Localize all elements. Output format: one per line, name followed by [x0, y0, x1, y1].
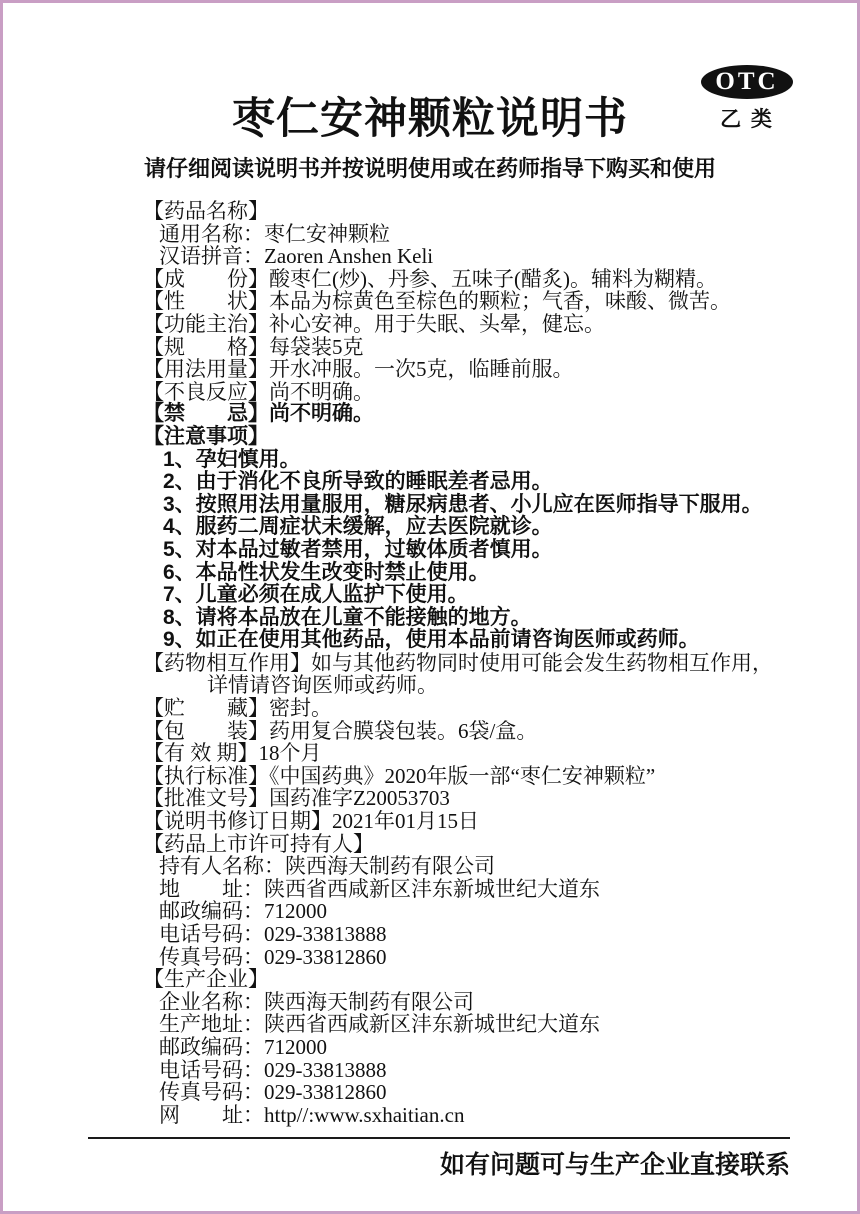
leaflet-line: 【药物相互作用】如与其他药物同时使用可能会发生药物相互作用，: [143, 650, 773, 675]
leaflet-line: 2、由于消化不良所导致的睡眠差者忌用。: [163, 470, 553, 494]
leaflet-line: 【药品名称】: [143, 199, 269, 223]
leaflet-line: 【有 效 期】18个月: [143, 741, 322, 766]
page-subtitle: 请仔细阅读说明书并按说明使用或在药师指导下购买和使用: [143, 156, 716, 181]
leaflet-line: 1、孕妇慎用。: [163, 447, 301, 471]
leaflet-line: 3、按照用法用量服用，糖尿病患者、小儿应在医师指导下服用。: [163, 492, 763, 516]
leaflet-line: 企业名称：陕西海天制药有限公司: [159, 989, 474, 1014]
leaflet-line: 【批准文号】国药准字Z20053703: [143, 786, 450, 811]
leaflet-line: 汉语拼音：Zaoren Anshen Keli: [159, 244, 434, 269]
leaflet-line: 【规 格】每袋装5克: [143, 334, 364, 359]
leaflet-line: 【禁 忌】尚不明确。: [143, 402, 374, 426]
leaflet-line: 【药品上市许可持有人】: [143, 831, 374, 856]
leaflet-line: 9、如正在使用其他药品，使用本品前请咨询医师或药师。: [163, 628, 700, 652]
leaflet-line: 【性 状】本品为棕黄色至棕色的颗粒；气香，味酸、微苦。: [143, 289, 731, 314]
leaflet-line: 【贮 藏】密封。: [143, 696, 332, 721]
leaflet-line: 传真号码：029-33812860: [159, 944, 387, 969]
leaflet-line: 邮政编码：712000: [159, 1034, 327, 1059]
leaflet-line: 【用法用量】开水冲服。一次5克，临睡前服。: [143, 357, 574, 382]
leaflet-line: 电话号码：029-33813888: [159, 922, 387, 946]
leaflet-line: 8、请将本品放在儿童不能接触的地方。: [163, 605, 532, 629]
leaflet-line: 【生产企业】: [143, 967, 269, 992]
leaflet-line: 【包 装】药用复合膜袋包装。6袋/盒。: [143, 718, 538, 743]
leaflet-line: 6、本品性状发生改变时禁止使用。: [163, 560, 490, 584]
leaflet-line: 【功能主治】补心安神。用于失眠、头晕，健忘。: [143, 311, 605, 336]
leaflet-line: 电话号码：029-33813888: [159, 1057, 387, 1082]
leaflet-line: 持有人名称：陕西海天制药有限公司: [159, 854, 495, 879]
leaflet-line: 网 址：http//:www.sxhaitian.cn: [159, 1102, 465, 1127]
leaflet-line: 【不良反应】尚不明确。: [143, 379, 374, 404]
leaflet-line: 【说明书修订日期】2021年01月15日: [143, 809, 479, 834]
otc-ellipse-icon: OTC: [701, 65, 793, 99]
leaflet-line: 邮政编码：712000: [159, 899, 327, 924]
leaflet-line: 生产地址：陕西省西咸新区沣东新城世纪大道东: [159, 1012, 600, 1037]
footer-note: 如有问题可与生产企业直接联系: [439, 1151, 790, 1179]
leaflet-line: 通用名称：枣仁安神颗粒: [159, 221, 390, 246]
leaflet-line: 5、对本品过敏者禁用，过敏体质者慎用。: [163, 537, 553, 561]
leaflet-line: 7、儿童必须在成人监护下使用。: [163, 583, 469, 607]
page-title: 枣仁安神颗粒说明书: [232, 95, 628, 143]
leaflet-line: 【执行标准】《中国药典》2020年版一部“枣仁安神颗粒”: [143, 763, 656, 788]
leaflet-line: 【注意事项】: [143, 424, 269, 448]
footer-divider: [88, 1137, 790, 1139]
leaflet-line: 地 址：陕西省西咸新区沣东新城世纪大道东: [159, 876, 600, 901]
leaflet-line: 【成 份】酸枣仁(炒)、丹参、五味子(醋炙)。辅料为糊精。: [143, 266, 717, 291]
otc-class-label: 乙 类: [720, 108, 774, 131]
leaflet-line: 4、服药二周症状未缓解，应去医院就诊。: [163, 515, 553, 539]
leaflet-body: [143, 200, 821, 1126]
leaflet-line: 传真号码：029-33812860: [159, 1080, 387, 1105]
leaflet-line: 详情请咨询医师或药师。: [207, 673, 438, 698]
